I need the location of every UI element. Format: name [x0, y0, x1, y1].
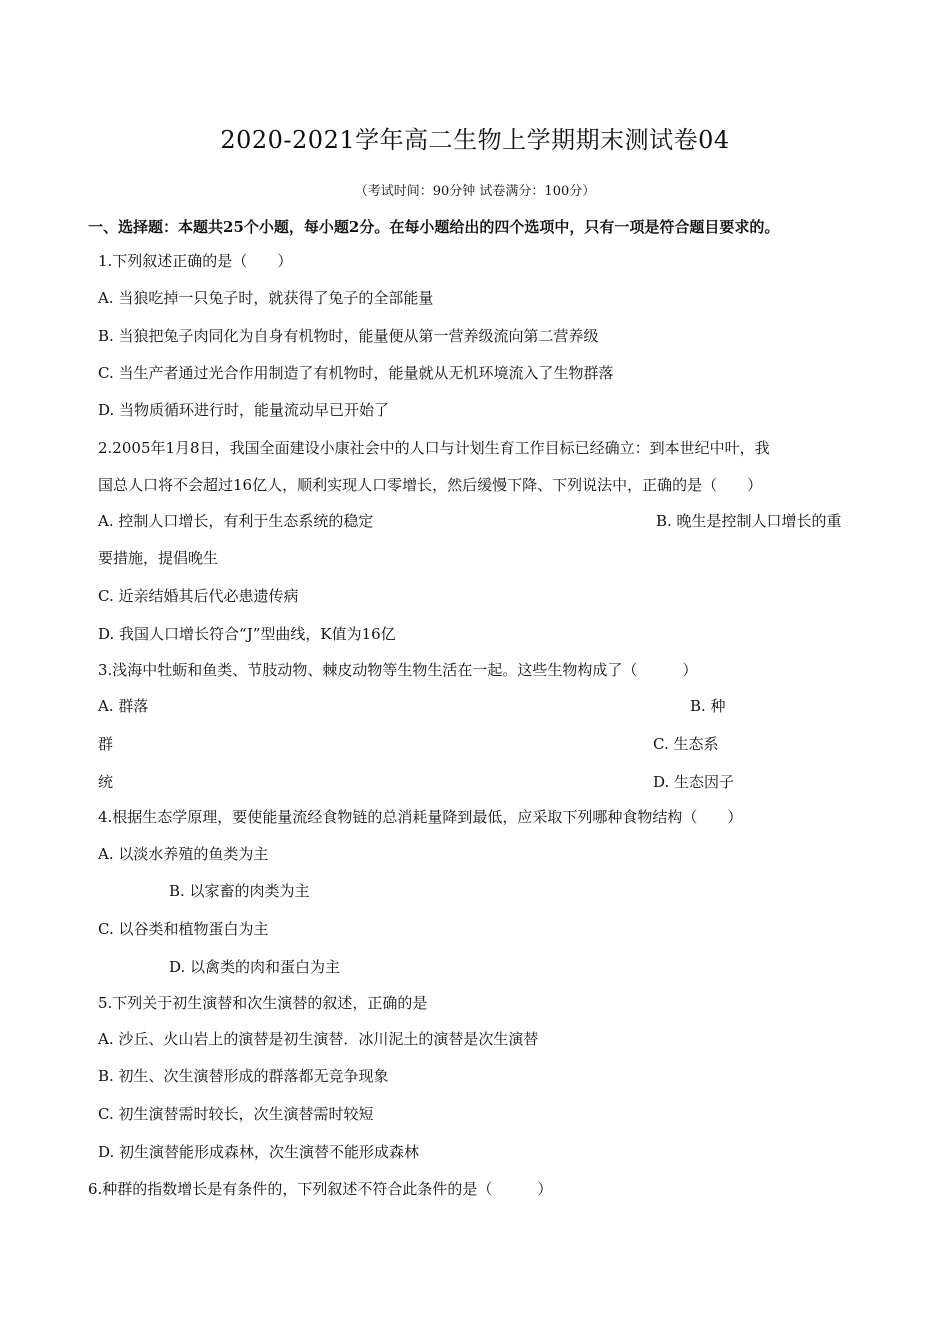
section-heading: 一、选择题：本题共25个小题，每小题2分。在每小题给出的四个选项中，只有一项是符合题目要求的。 — [88, 218, 780, 236]
q3-option-b-line2: 群 — [98, 735, 114, 753]
q5-option-b: B. 初生、次生演替形成的群落都无竞争现象 — [98, 1067, 389, 1085]
q5-option-c: C. 初生演替需时较长，次生演替需时较短 — [98, 1105, 374, 1123]
q2-stem-line2: 国总人口将不会超过16亿人，顺利实现人口零增长，然后缓慢下降、下列说法中，正确的是（ ） — [98, 476, 763, 494]
q3-option-b-line1: B. 种 — [690, 697, 726, 715]
q3-option-c-line1: C. 生态系 — [653, 735, 719, 753]
q4-option-d: D. 以禽类的肉和蛋白为主 — [169, 958, 341, 976]
q2-option-b-line2: 要措施，提倡晚生 — [98, 549, 219, 567]
q3-option-c-line2: 统 — [98, 773, 114, 791]
q4-option-a: A. 以淡水养殖的鱼类为主 — [98, 845, 269, 863]
q5-stem: 5.下列关于初生演替和次生演替的叙述，正确的是 — [98, 994, 428, 1012]
q1-option-b: B. 当狼把兔子肉同化为自身有机物时，能量便从第一营养级流向第二营养级 — [98, 327, 599, 345]
q4-option-c: C. 以谷类和植物蛋白为主 — [98, 920, 269, 938]
q2-option-d: D. 我国人口增长符合“J”型曲线，K值为16亿 — [98, 625, 396, 643]
q1-option-a: A. 当狼吃掉一只兔子时，就获得了兔子的全部能量 — [98, 289, 434, 307]
q2-option-b-line1: B. 晚生是控制人口增长的重 — [656, 512, 842, 530]
q2-option-c: C. 近亲结婚其后代必患遗传病 — [98, 587, 299, 605]
q1-option-c: C. 当生产者通过光合作用制造了有机物时，能量就从无机环境流入了生物群落 — [98, 364, 614, 382]
q2-stem-line1: 2.2005年1月8日，我国全面建设小康社会中的人口与计划生育工作目标已经确立：到本世纪中叶，我 — [98, 439, 770, 457]
q4-option-b: B. 以家畜的肉类为主 — [169, 882, 310, 900]
q3-stem: 3.浅海中牡蛎和鱼类、节肢动物、棘皮动物等生物生活在一起。这些生物构成了（ ） — [98, 661, 698, 679]
q3-option-d: D. 生态因子 — [653, 773, 735, 791]
q4-stem: 4.根据生态学原理，要使能量流经食物链的总消耗量降到最低，应采取下列哪种食物结构（ ） — [98, 808, 743, 826]
q2-option-a: A. 控制人口增长，有利于生态系统的稳定 — [98, 512, 374, 530]
q5-option-d: D. 初生演替能形成森林，次生演替不能形成森林 — [98, 1143, 420, 1161]
q5-option-a: A. 沙丘、火山岩上的演替是初生演替．冰川泥土的演替是次生演替 — [98, 1030, 539, 1048]
page-title: 2020-2021学年高二生物上学期期末测试卷04 — [220, 126, 730, 154]
q1-stem: 1.下列叙述正确的是（ ） — [98, 252, 293, 270]
q1-option-d: D. 当物质循环进行时，能量流动早已开始了 — [98, 401, 390, 419]
q3-option-a: A. 群落 — [98, 697, 149, 715]
exam-info: （考试时间：90分钟 试卷满分：100分） — [354, 184, 596, 199]
q6-stem: 6.种群的指数增长是有条件的，下列叙述不符合此条件的是（ ） — [88, 1180, 553, 1198]
